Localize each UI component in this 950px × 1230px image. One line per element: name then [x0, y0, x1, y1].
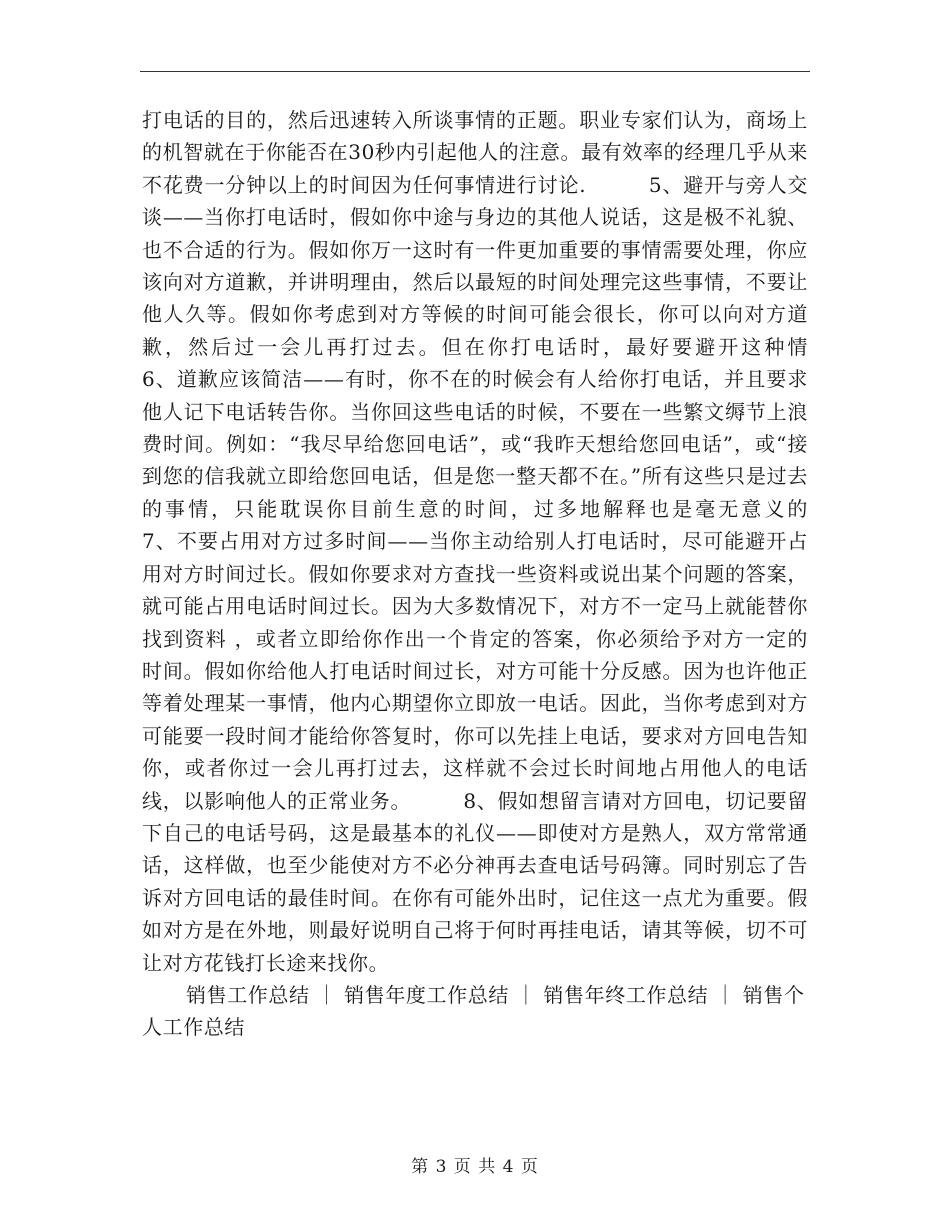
header-rule [140, 71, 810, 72]
page-number: 第 3 页 共 4 页 [411, 1157, 539, 1177]
document-body [142, 104, 870, 1044]
related-links: 销售工作总结 ｜ 销售年度工作总结 ｜ 销售年终工作总结 ｜ 销售个人工作总结 [142, 982, 805, 1040]
body-paragraph: 打电话的目的，然后迅速转入所谈事情的正题。职业专家们认为，商场上的机智就在于你能否在30秒内引起他人的注意。最有效率的经理几乎从来不花费一分钟以上的时间因为任何事情进行讨论. 5、避开与旁人交谈——当你打电话时，假如你中途与身边的其他人说话，这是极不礼貌、也不合适的行为。假如你万一这时有一件更加重要的事情需要处理，你应该向对方道歉，并讲明理由，然后以最短的时间处理完这些事情，不要让他人久等。假如你考虑到对方等候的时间可能会很长，你可以向对方道歉，然后过一会儿再打过去。但在你打电话时，最好要避开这种情 6、道歉应该简洁——有时，你不在的时候会有人给你打电话，并且要求他人记下电话转告你。当你回这些电话的时候，不要在一些繁文缛节上浪费时间。例如：“我尽早给您回电话”，或“我昨天想给您回电话”，或“接到您的信我就立即给您回电话，但是您一整天都不在。”所有这些只是过去的事情，只能耽误你目前生意的时间，过多地解释也是毫无意义的 7、不要占用对方过多时间——当你主动给别人打电话时，尽可能避开占用对方时间过长。假如你要求对方查找一些资料或说出某个问题的答案，就可能占用电话时间过长。因为大多数情况下，对方不一定马上就能替你找到资料 ，或者立即给你作出一个肯定的答案，你必须给予对方一定的时间。假如你给他人打电话时间过长，对方可能十分反感。因为也许他正等着处理某一事情，他内心期望你立即放一电话。因此，当你考虑到对方可能要一段时间才能给你答复时，你可以先挂上电话，要求对方回电告知你，或者你过一会儿再打过去，这样就不会过长时间地占用他人的电话线，以影响他人的正常业务。 8、假如想留言请对方回电，切记要留下自己的电话号码，这是最基本的礼仪——即使对方是熟人，双方常常通话，这样做，也至少能使对方不必分神再去查电话号码簿。同时别忘了告诉对方回电话的最佳时间。在你有可能外出时，记住这一点尤为重要。假如对方是在外地，则最好说明自己将于何时再挂电话，请其等候，切不可让对方花钱打长途来找你。 [142, 108, 870, 975]
